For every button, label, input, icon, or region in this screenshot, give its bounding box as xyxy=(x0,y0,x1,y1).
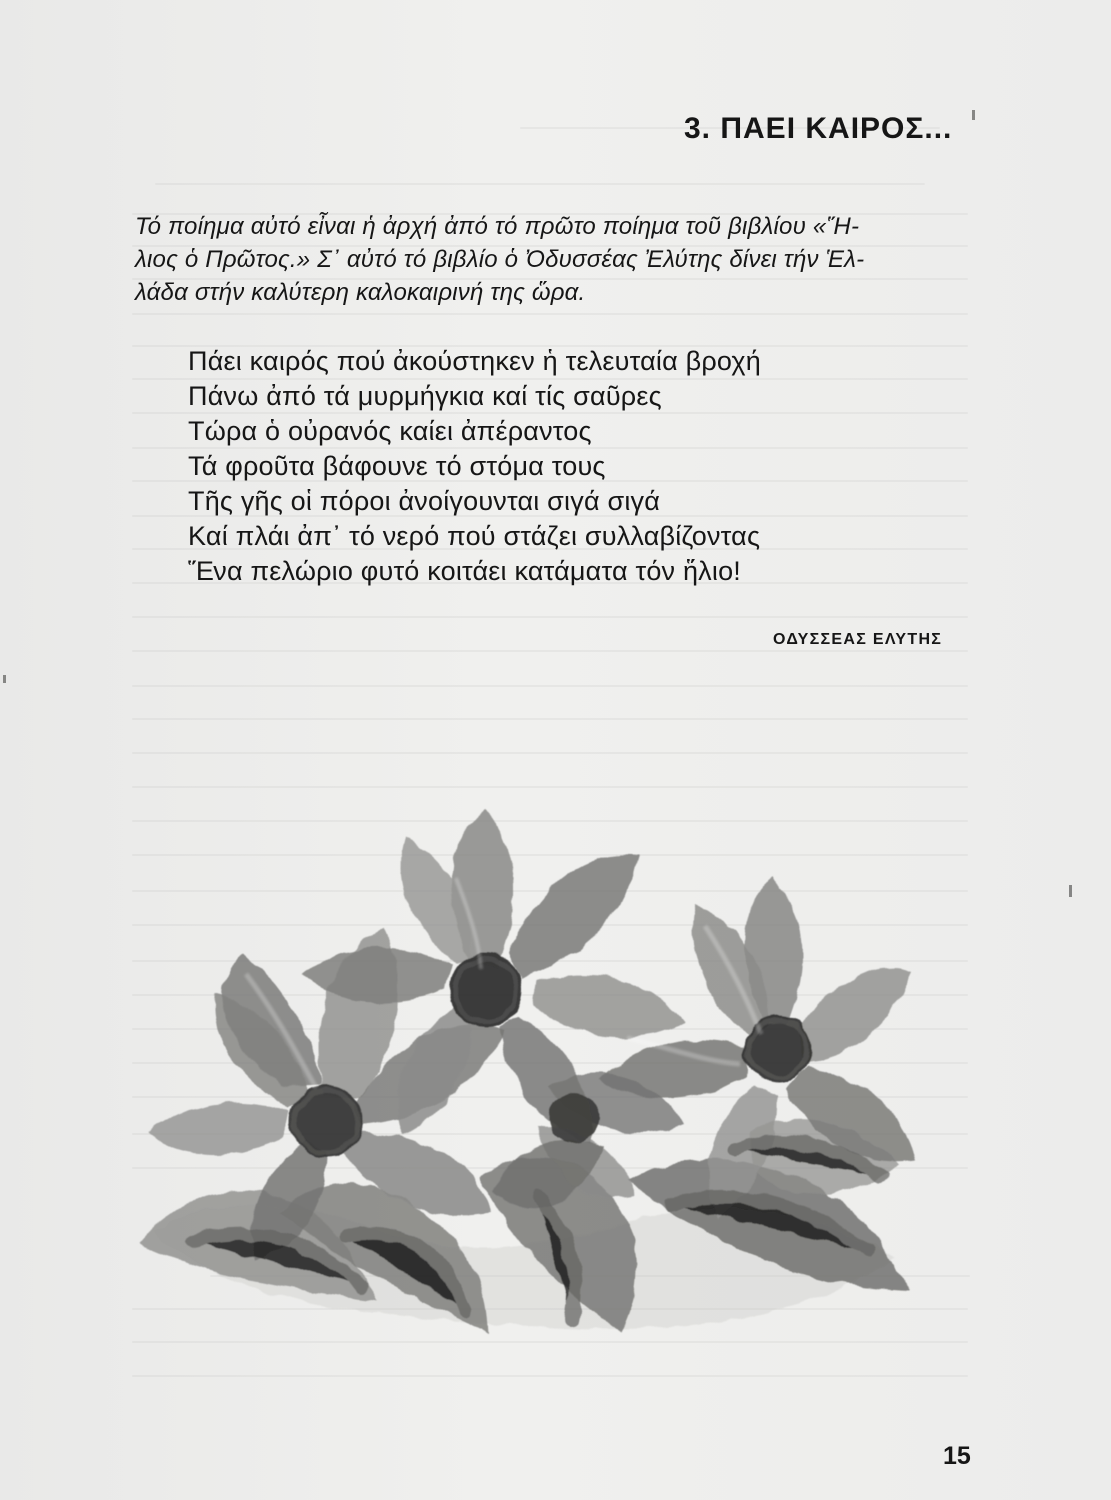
print-mark xyxy=(972,110,975,120)
flowers-watercolor-illustration xyxy=(126,802,916,1346)
poem-line: Πάνω ἀπό τά μυρμήγκια καί τίς σαῦρες xyxy=(188,381,662,411)
page-number: 15 xyxy=(943,1442,971,1470)
center-flower-petal xyxy=(303,947,452,1002)
introduction-paragraph xyxy=(135,210,965,309)
poem-line: Τά φροῦτα βάφουνε τό στόμα τους xyxy=(188,451,606,481)
watercolor-flowers-group xyxy=(138,808,916,1332)
center-flower-petal xyxy=(532,975,686,1037)
left-flower-petal xyxy=(148,1102,291,1155)
center-flower-petal xyxy=(397,1003,473,1136)
poem-line: Πάει καιρός πού ἀκούστηκεν ἡ τελευταία βροχή xyxy=(188,346,761,376)
flowers-illustration-svg xyxy=(126,802,916,1346)
scan-mark xyxy=(3,675,6,683)
right-flower-center xyxy=(744,1015,812,1083)
poem-line: Τώρα ὁ οὐρανός καίει ἀπέραντος xyxy=(188,416,592,446)
chapter-title: 3. ΠΑΕΙ ΚΑΙΡΟΣ... xyxy=(684,112,953,145)
scan-mark xyxy=(1069,885,1072,897)
poem-line: Καί πλάι ἀπ᾿ τό νερό πού στάζει συλλαβίζοντας xyxy=(188,521,761,551)
introduction-line: λάδα στήν καλύτερη καλοκαιρινή της ὥρα. xyxy=(135,279,586,306)
poem-line: Ἕνα πελώριο φυτό κοιτάει κατάματα τόν ἥλιο! xyxy=(188,556,741,586)
introduction-line: λιος ὁ Πρῶτος.» Σ᾿ αὐτό τό βιβλίο ὁ Ὀδυσσέας Ἐλύτης δίνει τήν Ἑλ- xyxy=(135,246,865,273)
introduction-line: Τό ποίημα αὐτό εἶναι ἡ ἀρχή ἀπό τό πρῶτο ποίημα τοῦ βιβλίου «Ἥ- xyxy=(135,213,860,240)
center-flower-petal xyxy=(508,855,638,978)
left-flower-center xyxy=(291,1085,363,1157)
center-flower-center xyxy=(449,953,523,1027)
poem-line: Τῆς γῆς οἱ πόροι ἀνοίγουνται σιγά σιγά xyxy=(188,486,661,516)
lower-flower-center xyxy=(549,1092,599,1142)
poem-author: ΟΔΥΣΣΕΑΣ ΕΛΥΤΗΣ xyxy=(773,631,943,648)
right-flower-petal xyxy=(799,967,913,1063)
poem xyxy=(188,344,908,589)
